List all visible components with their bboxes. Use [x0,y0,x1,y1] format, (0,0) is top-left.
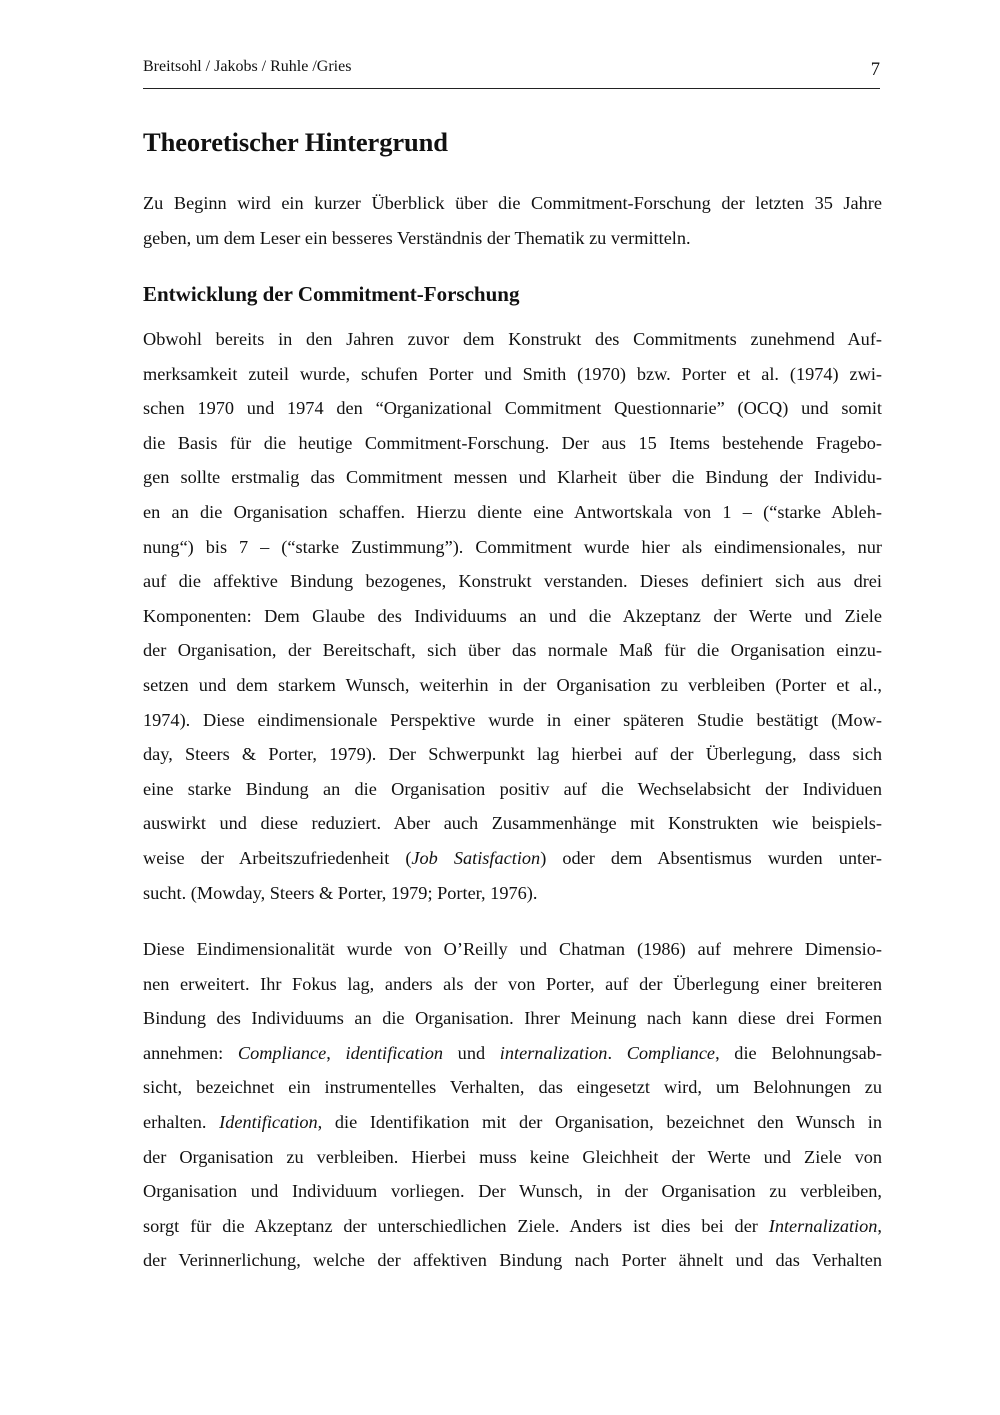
text-line [143,841,882,876]
italic-term: internalization [499,1042,608,1063]
text-run: , die Belohnungsab- [715,1042,883,1063]
body-paragraph-1 [143,322,882,910]
text-line: Zu Beginn wird ein kurzer Überblick über die Commitment-Forschung der letzten 35 Jahre [143,193,882,213]
text-line: schen 1970 und 1974 den “Organizational Commitment Questionnarie” (OCQ) und somit [143,398,882,419]
text-line: der Verinnerlichung, welche der affektiven Bindung nach Porter ähnelt und das Verhalten [143,1250,882,1271]
text-line: gen sollte erstmalig das Commitment messen und Klarheit über die Bindung der Individu- [143,467,882,488]
text-line: nen erweitert. Ihr Fokus lag, anders als der von Porter, auf der Überlegung einer breiteren [143,973,882,994]
text-run: und [443,1042,500,1063]
text-run: sorgt für die Akzeptanz der unterschiedlichen Ziele. Anders ist dies bei der [143,1215,769,1236]
text-line: nung“) bis 7 – (“starke Zustimmung”). Commitment wurde hier als eindimensionales, nur [143,536,882,557]
text-run: , die Identifikation mit der Organisation, bezeichnet den Wunsch in [317,1111,882,1132]
text-line [143,1105,882,1140]
text-line: der Organisation zu verbleiben. Hierbei muss keine Gleichheit der Werte und Ziele von [143,1146,882,1167]
section-title: Theoretischer Hintergrund [143,127,448,157]
text-line: auswirkt und diese reduziert. Aber auch Zusammenhänge mit Konstrukten wie beispiels- [143,813,882,834]
body-paragraph-2 [143,932,882,1278]
italic-term: Identification [219,1111,318,1132]
text-line: die Basis für die heutige Commitment-Forschung. Der aus 15 Items bestehende Fragebo- [143,432,882,453]
text-line: en an die Organisation schaffen. Hierzu diente eine Antwortskala von 1 – (“starke Ableh- [143,501,882,522]
text-run: , [326,1042,346,1063]
text-line: eine starke Bindung an die Organisation positiv auf die Wechselabsicht der Individuen [143,778,882,799]
text-run: . [607,1042,627,1063]
text-line: day, Steers & Porter, 1979). Der Schwerpunkt lag hierbei auf der Überlegung, dass sich [143,744,882,765]
text-line: sucht. (Mowday, Steers & Porter, 1979; Porter, 1976). [143,882,538,903]
page-number: 7 [870,60,880,80]
text-run: erhalten. [143,1111,220,1132]
running-header [143,58,880,89]
text-line: 1974). Diese eindimensionale Perspektive wurde in einer späteren Studie bestätigt (Mow- [143,709,882,730]
text-line: Obwohl bereits in den Jahren zuvor dem Konstrukt des Commitments zunehmend Auf- [143,329,882,349]
italic-term: Compliance [237,1042,327,1063]
italic-term: Job Satisfaction [411,847,541,868]
italic-term: Compliance [626,1042,716,1063]
text-line: geben, um dem Leser ein besseres Verständnis der Thematik zu vermitteln. [143,227,691,248]
intro-paragraph [143,186,882,255]
text-line: Komponenten: Dem Glaube des Individuums an und die Akzeptanz der Werte und Ziele [143,605,882,626]
text-line: setzen und dem starkem Wunsch, weiterhin in der Organisation zu verbleiben (Porter et al., [143,674,882,695]
subsection-title: Entwicklung der Commitment-Forschung [143,282,520,306]
text-line [143,1209,882,1244]
text-line: merksamkeit zuteil wurde, schufen Porter und Smith (1970) bzw. Porter et al. (1974) zwi- [143,363,882,384]
text-run: , [877,1215,882,1236]
text-line: auf die affektive Bindung bezogenes, Konstrukt verstanden. Dieses definiert sich aus drei [143,571,882,592]
text-line: Organisation und Individuum vorliegen. Der Wunsch, in der Organisation zu verbleiben, [143,1181,882,1202]
text-line: sicht, bezeichnet ein instrumentelles Verhalten, das eingesetzt wird, um Belohnungen zu [143,1077,882,1098]
header-authors: Breitsohl / Jakobs / Ruhle /Gries [143,58,352,75]
italic-term: identification [345,1042,443,1063]
text-run: annehmen: [143,1042,238,1063]
text-line: Diese Eindimensionalität wurde von O’Reilly und Chatman (1986) auf mehrere Dimensio- [143,939,882,959]
italic-term: Internalization [768,1215,878,1236]
text-line: der Organisation, der Bereitschaft, sich über das normale Maß für die Organisation einzu- [143,640,882,661]
text-run: weise der Arbeitszufriedenheit ( [143,847,412,868]
text-line: Bindung des Individuums an die Organisation. Ihrer Meinung nach kann diese drei Formen [143,1008,882,1029]
text-line [143,1036,882,1071]
text-run: ) oder dem Absentismus wurden unter- [540,847,882,868]
